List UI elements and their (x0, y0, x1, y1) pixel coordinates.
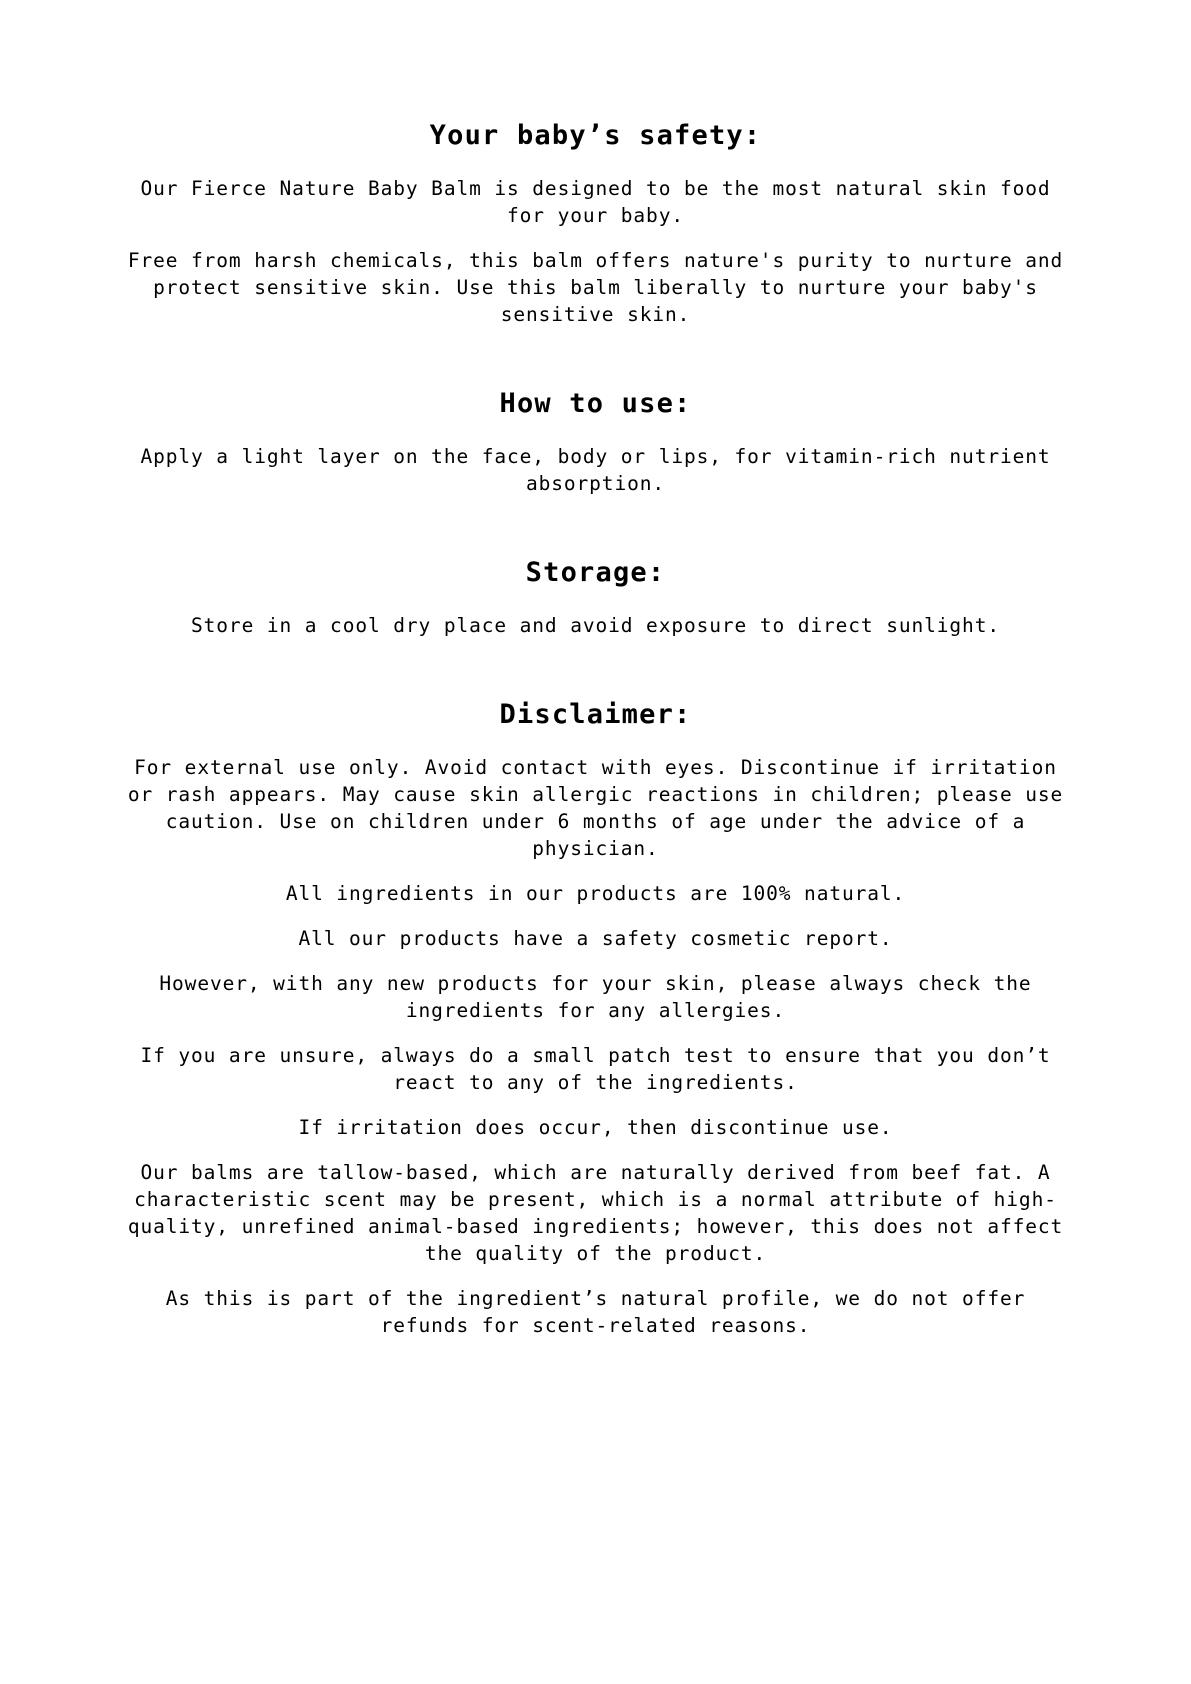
spacer (122, 153, 1069, 175)
spacer (122, 907, 1069, 925)
paragraph-storage-1: Store in a cool dry place and avoid exposure to direct sunlight. (191, 614, 1000, 638)
paragraph-baby-safety-1: Our Fierce Nature Baby Balm is designed to be the most natural skin food for your baby. (140, 177, 1051, 228)
spacer (122, 1096, 1069, 1114)
paragraph-disclaimer-8: As this is part of the ingredient’s natural profile, we do not offer refunds for scent-related reasons. (165, 1287, 1026, 1338)
spacer (122, 862, 1069, 880)
document-body (122, 118, 1069, 1339)
spacer (122, 732, 1069, 754)
spacer (122, 1141, 1069, 1159)
spacer (122, 1267, 1069, 1285)
paragraph-disclaimer-2: All ingredients in our products are 100% natural. (285, 882, 906, 906)
paragraph-disclaimer-3: All our products have a safety cosmetic report. (298, 927, 893, 951)
section-storage (122, 555, 1069, 639)
section-baby-safety (122, 118, 1069, 328)
paragraph-disclaimer-4: However, with any new products for your skin, please always check the ingredients for any allergies. (159, 972, 1032, 1023)
paragraph-disclaimer-5: If you are unsure, always do a small patch test to ensure that you don’t react to any of the ingredients. (140, 1044, 1051, 1095)
paragraph-how-to-use-1: Apply a light layer on the face, body or lips, for vitamin-rich nutrient absorption. (140, 445, 1051, 496)
spacer (122, 1024, 1069, 1042)
spacer (122, 590, 1069, 612)
section-title-how-to-use: How to use: (499, 388, 692, 420)
section-disclaimer (122, 697, 1069, 1339)
paragraph-baby-safety-2: Free from harsh chemicals, this balm offers nature's purity to nurture and protect sensitive skin. Use this balm liberally to nurture your baby's sensitive skin. (127, 249, 1064, 327)
paragraph-disclaimer-1: For external use only. Avoid contact with eyes. Discontinue if irritation or rash appears. May cause skin allergic reactions in children; please use caution. Use on children under 6 months of age under the advice of a physician. (127, 756, 1064, 861)
spacer (122, 328, 1069, 386)
spacer (122, 639, 1069, 697)
spacer (122, 421, 1069, 443)
section-title-storage: Storage: (525, 557, 666, 589)
spacer (122, 229, 1069, 247)
paragraph-disclaimer-7: Our balms are tallow-based, which are naturally derived from beef fat. A characteristic scent may be present, which is a normal attribute of high-quality, unrefined animal-based ingredients; however, this does not affect the quality of the product. (127, 1161, 1064, 1266)
section-title-disclaimer: Disclaimer: (499, 699, 692, 731)
paragraph-disclaimer-6: If irritation does occur, then discontinue use. (298, 1116, 893, 1140)
spacer (122, 952, 1069, 970)
spacer (122, 497, 1069, 555)
section-title-baby-safety: Your baby’s safety: (429, 120, 762, 151)
section-how-to-use (122, 386, 1069, 497)
